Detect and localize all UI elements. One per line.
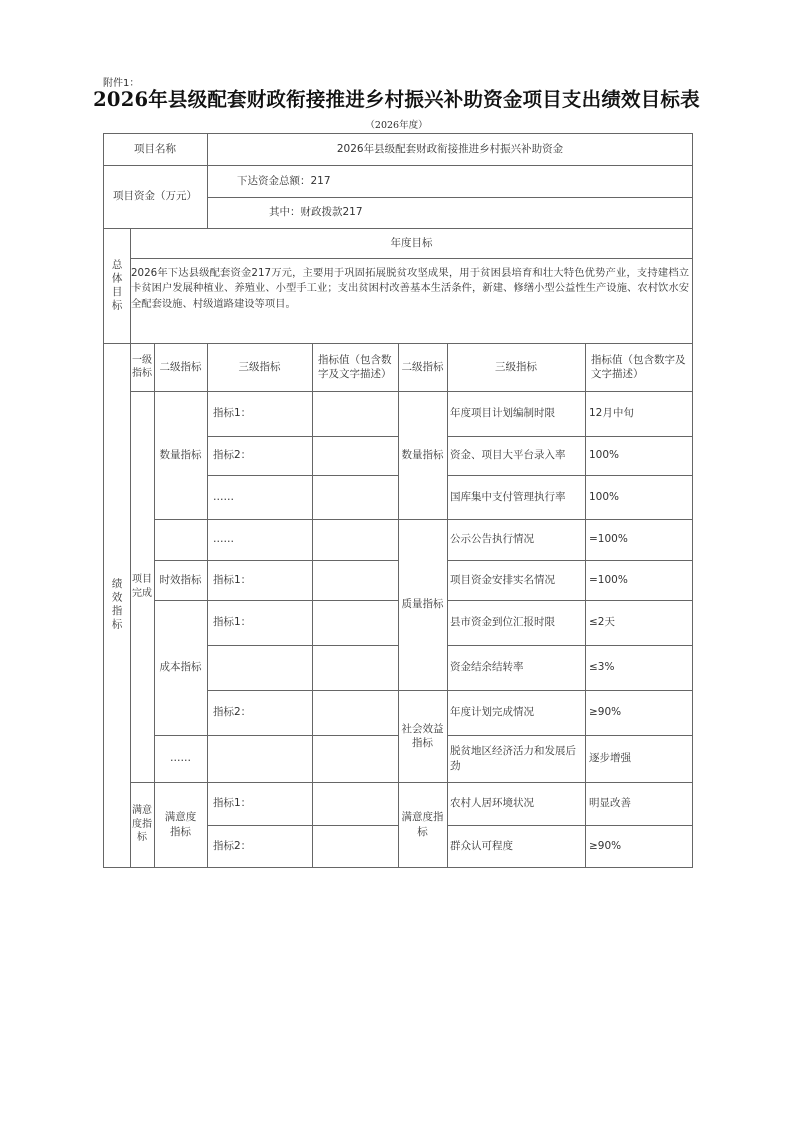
left-indicator-c1: 指标1：	[213, 616, 252, 629]
right-indicator-value: =100%	[589, 533, 628, 546]
left-indicator-q4: ……	[213, 533, 234, 546]
attachment-label: 附件1：	[103, 78, 140, 89]
left-indicator-c3: 指标2：	[213, 706, 252, 719]
level2-cost: 成本指标	[159, 661, 202, 674]
header-level2-right: 二级指标	[401, 360, 444, 373]
funds-total: 下达资金总额：217	[237, 174, 331, 187]
left-indicator-q2: 指标2：	[213, 449, 252, 462]
right-level2-satisfaction: 满意度指标	[401, 811, 444, 838]
level2-satisfaction: 满意度指标	[164, 811, 197, 838]
right-indicator-name: 国库集中支付管理执行率	[450, 490, 566, 503]
right-indicator-value: ≥90%	[589, 706, 622, 719]
project-name-value: 2026年县级配套财政衔接推进乡村振兴补助资金	[336, 142, 564, 155]
level1-project-completion: 项目完成	[132, 574, 152, 599]
left-indicator-c2	[207, 645, 312, 690]
right-indicator-name: 资金结余结转率	[450, 661, 524, 674]
row-divider	[130, 258, 693, 259]
right-indicator-value: 逐步增强	[589, 752, 631, 765]
right-indicator-name: 群众认可程度	[450, 839, 513, 852]
header-level2: 二级指标	[159, 360, 202, 373]
document-title: 2026年县级配套财政衔接推进乡村振兴补助资金项目支出绩效目标表	[93, 88, 700, 111]
project-funds-label: 项目资金（万元）	[113, 190, 197, 203]
funds-detail: 其中：财政拨款217	[269, 206, 363, 219]
performance-section-label: 绩效指标	[110, 578, 123, 632]
project-name-label: 项目名称	[134, 142, 176, 155]
right-indicator-name: 公示公告执行情况	[450, 533, 534, 546]
right-indicator-value: ≤3%	[589, 661, 615, 674]
annual-goal-label: 年度目标	[390, 236, 433, 249]
right-indicator-value: =100%	[589, 573, 628, 586]
right-indicator-value: 100%	[589, 449, 620, 462]
right-indicator-name: 项目资金安排实名情况	[450, 573, 555, 586]
right-indicator-name: 年度项目计划编制时限	[450, 407, 555, 420]
right-indicator-name: 县市资金到位汇报时限	[450, 616, 555, 629]
right-indicator-name: 资金、项目大平台录入率	[450, 449, 566, 462]
document-subtitle: （2026年度）	[365, 120, 428, 131]
header-value-right: 指标值（包含数字及文字描述）	[591, 353, 686, 380]
header-value: 指标值（包含数字及文字描述）	[318, 353, 392, 380]
header-level3: 三级指标	[238, 360, 281, 373]
right-indicator-value: ≤2天	[589, 616, 615, 629]
right-indicator-name: 年度计划完成情况	[450, 706, 534, 719]
level2-quantity: 数量指标	[159, 448, 202, 461]
right-indicator-value: 100%	[589, 490, 620, 503]
header-level3-right: 三级指标	[495, 360, 537, 373]
overall-goal-label: 总体目标	[110, 258, 123, 313]
right-level2-social-benefit: 社会效益指标	[401, 722, 444, 749]
right-indicator-value: 明显改善	[589, 797, 631, 810]
level2-ellipsis: ……	[170, 752, 191, 765]
level2-timeliness: 时效指标	[159, 573, 202, 586]
right-indicator-name: 脱贫地区经济活力和发展后劲	[450, 745, 576, 772]
left-indicator-t1: 指标1：	[213, 573, 252, 586]
right-level2-quantity: 数量指标	[401, 448, 444, 461]
left-indicator-q1: 指标1：	[213, 407, 252, 420]
left-indicator-s1: 指标1：	[213, 797, 252, 810]
table-border	[103, 867, 693, 868]
right-level2-quality: 质量指标	[401, 598, 444, 611]
right-indicator-value: ≥90%	[589, 839, 622, 852]
left-indicator-s2: 指标2：	[213, 839, 252, 852]
header-level1: 一级指标	[132, 354, 152, 379]
annual-goal-text: 2026年下达县级配套资金217万元，主要用于巩固拓展脱贫攻坚成果，用于贫困县培育和壮大特色优势产业，支持建档立卡贫困户发展种植业、养殖业、小型手工业；支出贫困村改善基本生活条件，新建、修缮小型公益性生产设施、农村饮水安全配套设施、村级道路建设等项目。	[131, 267, 689, 310]
right-indicator-value: 12月中旬	[589, 407, 634, 420]
level1-satisfaction: 满意度指标	[132, 805, 152, 844]
col-divider	[312, 343, 313, 867]
left-indicator-q3: ……	[213, 490, 234, 503]
right-indicator-name: 农村人居环境状况	[450, 797, 534, 810]
